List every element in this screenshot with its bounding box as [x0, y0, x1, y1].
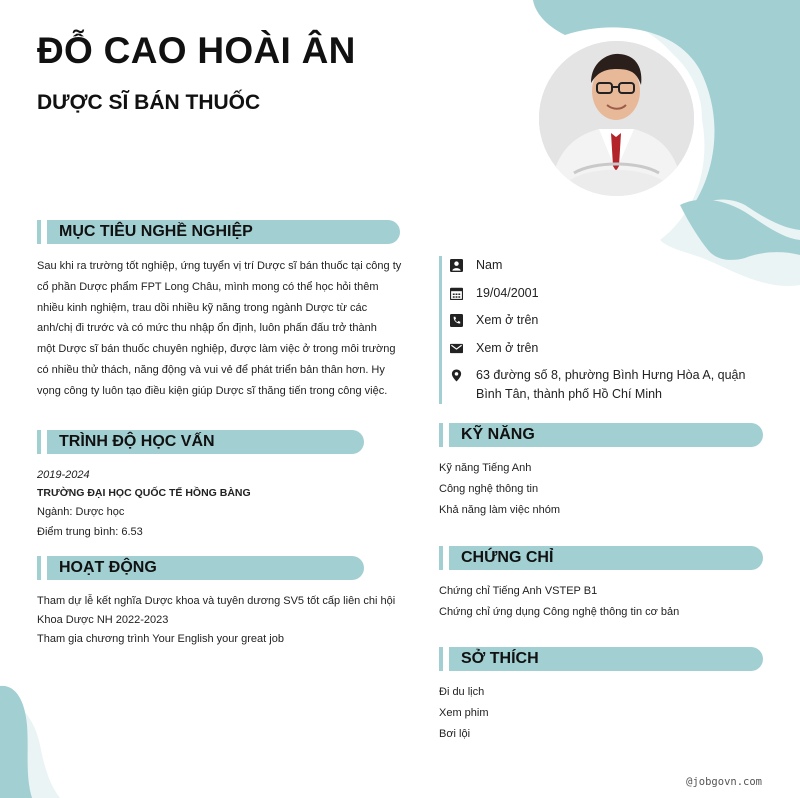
candidate-name: ĐỖ CAO HOÀI ÂN [37, 30, 356, 71]
section-heading-label: SỞ THÍCH [461, 650, 539, 667]
text-line: vọng công ty luôn tạo điều kiện giúp Dược sĩ thăng tiến trong công việc. [37, 384, 388, 397]
contact-gender-value: Nam [476, 258, 503, 272]
text-line: có nhiều thử thách, năng động và vui vẻ để phát triển bản thân hơn. Hy [37, 363, 385, 376]
education-major: Ngành: Dược học [37, 506, 125, 518]
activities-list [37, 592, 417, 649]
activity-line: Khoa Dược NH 2022-2023 [37, 614, 169, 626]
text-line: anh/chị đi trước và có mức thu nhập ổn định, luôn phấn đấu trở thành [37, 322, 377, 335]
avatar-photo [539, 41, 694, 196]
skills-list [439, 458, 560, 521]
contact-birthday [450, 284, 779, 303]
education-gpa: Điểm trung bình: 6.53 [37, 526, 143, 538]
bottom-left-blob [0, 686, 32, 798]
certificates-list [439, 581, 679, 623]
location-pin-icon [450, 366, 468, 385]
section-heading-hobbies [439, 647, 763, 671]
section-heading-activities [37, 556, 364, 580]
contact-email-value: Xem ở trên [476, 340, 539, 355]
contact-birthday-value: 19/04/2001 [476, 285, 539, 300]
activity-line: Tham gia chương trình Your English your great job [37, 633, 284, 645]
avatar [531, 33, 702, 204]
career-goal-text [37, 256, 407, 402]
contact-info [439, 256, 779, 404]
text-line: cổ phần Dược phẩm FPT Long Châu, mình mong có thể học hỏi thêm [37, 280, 379, 293]
text-line: một Dược sĩ bán thuốc chuyên nghiệp, được làm việc ở trong môi trường [37, 343, 396, 356]
list-item: Bơi lội [439, 728, 471, 740]
activity-line: Tham dự lễ kết nghĩa Dược khoa và tuyên dương SV5 tốt cấp liên chi hội [37, 595, 396, 607]
calendar-icon [450, 284, 468, 303]
education-entry [37, 466, 251, 542]
contact-address-value [476, 366, 745, 404]
section-heading-label: MỤC TIÊU NGHỀ NGHIỆP [59, 223, 253, 240]
section-heading-skills [439, 423, 763, 447]
list-item: Chứng chỉ ứng dụng Công nghệ thông tin cơ bản [439, 606, 680, 618]
list-item: Đi du lịch [439, 686, 485, 698]
section-heading-label: HOẠT ĐỘNG [59, 559, 157, 576]
mail-icon [450, 339, 468, 358]
list-item: Khả năng làm việc nhóm [439, 504, 561, 516]
section-heading-career-goal [37, 220, 400, 244]
address-line: Bình Tân, thành phố Hồ Chí Minh [476, 387, 662, 401]
section-heading-label: KỸ NĂNG [461, 426, 535, 443]
text-line: nhiều kinh nghiệm, trau dồi nhiều kỹ năng trong ngành Dược từ các [37, 301, 368, 314]
hobbies-list [439, 682, 489, 745]
contact-phone-value: Xem ở trên [476, 313, 539, 327]
watermark: @jobgovn.com [686, 776, 762, 788]
list-item: Chứng chỉ Tiếng Anh VSTEP B1 [439, 585, 598, 597]
education-period: 2019-2024 [37, 469, 90, 481]
section-heading-certificates [439, 546, 763, 570]
list-item: Công nghệ thông tin [439, 483, 539, 495]
list-item: Xem phim [439, 707, 489, 719]
list-item: Kỹ năng Tiếng Anh [439, 462, 532, 474]
contact-gender [450, 256, 779, 275]
phone-icon [450, 311, 468, 330]
job-title: DƯỢC SĨ BÁN THUỐC [37, 91, 261, 114]
text-line: Sau khi ra trường tốt nghiệp, ứng tuyển vị trí Dược sĩ bán thuốc tại công ty [37, 260, 402, 272]
contact-email [450, 339, 779, 358]
contact-address [450, 366, 779, 404]
section-heading-education [37, 430, 364, 454]
section-heading-label: TRÌNH ĐỘ HỌC VẤN [59, 433, 215, 450]
person-icon [450, 256, 468, 275]
address-line: 63 đường số 8, phường Bình Hưng Hòa A, quận [476, 368, 746, 382]
contact-phone [450, 311, 779, 330]
education-school: TRƯỜNG ĐẠI HỌC QUỐC TẾ HỒNG BÀNG [37, 487, 251, 499]
section-heading-label: CHỨNG CHỈ [461, 549, 554, 566]
